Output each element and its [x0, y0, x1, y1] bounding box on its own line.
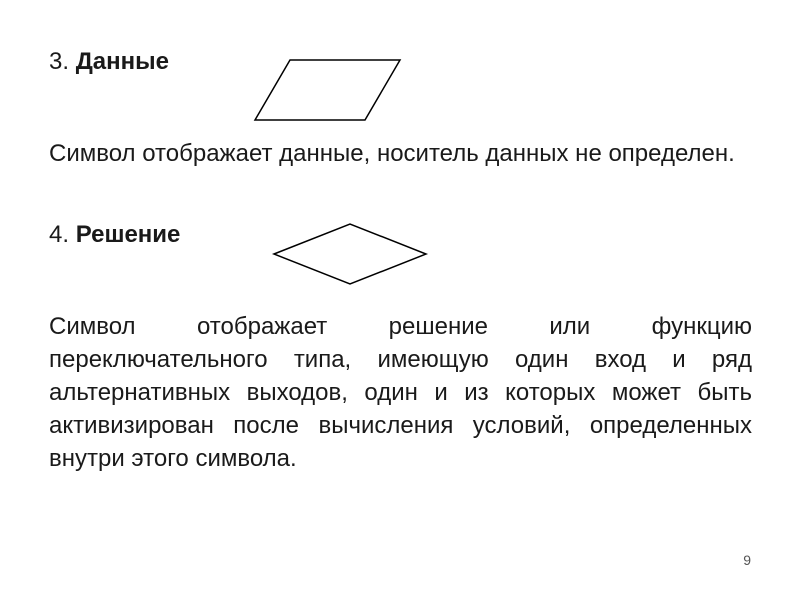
page-number: 9 [743, 552, 751, 568]
section-description-data: Символ отображает данные, носитель данных не определен. [49, 140, 735, 167]
section-heading-decision [49, 221, 180, 249]
section-description-decision: Символ отображает решение или функцию переключательного типа, имеющую один вход и ряд альтернативных выходов, один и из которых может быть активизирован после вычисления условий, определенных внутри этого символа. [49, 313, 752, 472]
rhombus-icon [272, 222, 428, 286]
section-number: 4. [49, 221, 70, 248]
section-heading-data [49, 48, 169, 76]
parallelogram-icon [252, 58, 402, 122]
section-number: 3. [49, 48, 70, 75]
section-title: Данные [75, 48, 169, 75]
section-title: Решение [75, 221, 181, 248]
